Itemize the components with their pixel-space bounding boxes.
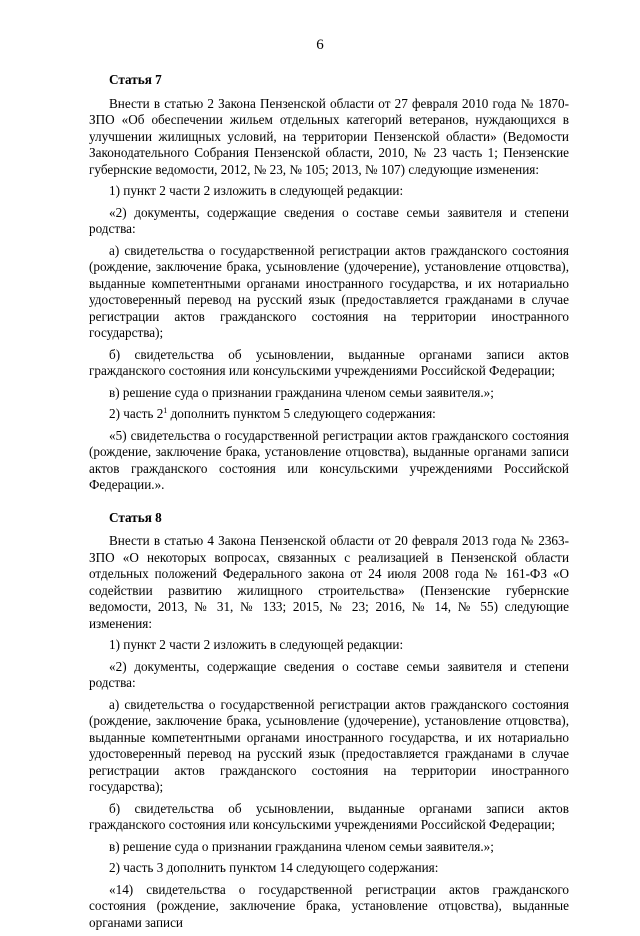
article-7: [89, 72, 569, 494]
document-body: [89, 72, 569, 936]
article-8-subpoint-a: а) свидетельства о государственной регистрации актов гражданского состояния (рождение, заключение брака, усыновление (удочерение), установление отцовства), выданные компетентными органами иностранного государства, и их нотариально удостоверенный перевод на русский язык (предоставляется гражданами в случае регистрации актов гражданского состояния на территории иностранного государства);: [89, 696, 569, 794]
article-7-item-2-rest: дополнить пунктом 5 следующего содержания:: [167, 406, 436, 421]
page-number: 6: [316, 37, 324, 53]
article-7-subpoint-a: а) свидетельства о государственной регистрации актов гражданского состояния (рождение, заключение брака, усыновление (удочерение), установление отцовства), выданные компетентными органами иностранного государства, и их нотариально удостоверенный перевод на русский язык (предоставляется гражданами в случае регистрации актов гражданского состояния на территории иностранного государства);: [89, 242, 569, 340]
article-7-item-1: 1) пункт 2 части 2 изложить в следующей редакции:: [109, 183, 404, 198]
article-8-subpoint-v: в) решение суда о признании гражданина членом семьи заявителя.»;: [109, 838, 494, 854]
article-8: [89, 510, 569, 932]
article-8-point-2: «2) документы, содержащие сведения о составе семьи заявителя и степени родства:: [89, 658, 569, 690]
section-spacer: [89, 499, 569, 510]
article-8-point-14: «14) свидетельства о государственной регистрации актов гражданского состояния (рождение, заключение брака, установление отцовства), выданные органами записи: [89, 881, 569, 930]
article-8-intro: Внести в статью 4 Закона Пензенской области от 20 февраля 2013 года № 2363-ЗПО «О некоторых вопросах, связанных с реализацией в Пензенской области отдельных положений Федерального закона от 24 июля 2008 года № 161-ФЗ «О содействии развитию жилищного строительства» (Пензенские губернские ведомости, 2013, № 31, № 133; 2015, № 23; 2016, № 14, № 55) следующие изменения:: [89, 533, 569, 631]
article-8-subpoint-b: б) свидетельства об усыновлении, выданные органами записи актов гражданского состояния или консульскими учреждениями Российской Федерации;: [89, 800, 569, 832]
article-8-item-1: 1) пункт 2 части 2 изложить в следующей редакции:: [109, 637, 404, 652]
article-7-point-5: «5) свидетельства о государственной регистрации актов гражданского состояния (рождение, заключение брака, установление отцовства), выданные органами записи актов гражданского состояния или консульскими учреждениями Российской Федерации.».: [89, 427, 569, 492]
article-8-item-2: 2) часть 3 дополнить пунктом 14 следующего содержания:: [109, 860, 439, 875]
article-7-subpoint-b: б) свидетельства об усыновлении, выданные органами записи актов гражданского состояния или консульскими учреждениями Российской Федерации;: [89, 346, 569, 378]
article-7-item-2-text: 2) часть 2: [109, 406, 164, 421]
article-7-heading: Статья 7: [109, 72, 162, 87]
article-8-heading: Статья 8: [109, 509, 162, 525]
article-7-intro: Внести в статью 2 Закона Пензенской области от 27 февраля 2010 года № 1870-ЗПО «Об обеспечении жильем отдельных категорий ветеранов, нуждающихся в улучшении жилищных условий, на территории Пензенской области» (Ведомости Законодательного Собрания Пензенской области, 2010, № 23 часть 1; Пензенские губернские ведомости, 2012, № 23, № 105; 2013, № 107) следующие изменения:: [89, 95, 569, 177]
article-7-item-2: [89, 406, 569, 423]
article-7-subpoint-v: в) решение суда о признании гражданина членом семьи заявителя.»;: [109, 384, 494, 400]
article-7-point-2: «2) документы, содержащие сведения о составе семьи заявителя и степени родства:: [89, 204, 569, 236]
article-7-item-2-superscript: 1: [163, 406, 168, 415]
